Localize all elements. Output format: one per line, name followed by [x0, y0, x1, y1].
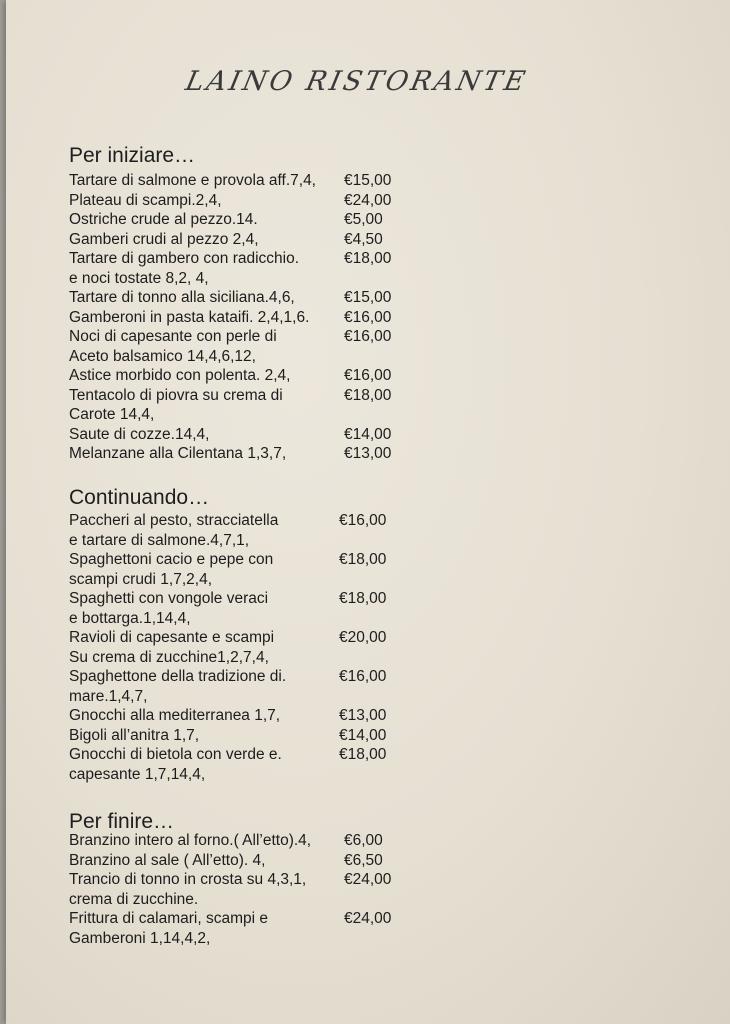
menu-line	[69, 831, 409, 851]
menu-line	[69, 648, 409, 668]
menu-line	[69, 171, 409, 191]
dish-description: Gamberi crudi al pezzo 2,4,	[69, 230, 259, 248]
menu-line	[69, 929, 409, 949]
menu-line	[69, 405, 409, 425]
dish-price: €18,00	[344, 386, 392, 404]
dish-description: Bigoli all’anitra 1,7,	[69, 726, 200, 744]
dish-price: €24,00	[344, 910, 392, 927]
dish-price: €16,00	[339, 668, 387, 685]
dish-description: Gamberoni 1,14,4,2,	[69, 929, 211, 947]
dish-description: Ravioli di capesante e scampi	[69, 629, 275, 646]
menu-line	[69, 589, 409, 609]
dish-price: €6,00	[344, 832, 383, 849]
dish-description: Branzino al sale ( All’etto). 4,	[69, 851, 266, 869]
dish-description: e tartare di salmone.4,7,1,	[69, 531, 250, 549]
dish-description: capesante 1,7,14,4,	[69, 765, 206, 783]
dish-description: Aceto balsamico 14,4,6,12,	[69, 347, 256, 365]
dish-description: Melanzane alla Cilentana 1,3,7,	[69, 445, 287, 462]
menu-line	[69, 347, 409, 367]
dish-price: €24,00	[344, 871, 392, 888]
dish-description: Spaghettoni cacio e pepe con	[69, 551, 274, 568]
menu-line	[69, 386, 409, 406]
menu-line	[69, 628, 409, 648]
dish-price: €20,00	[339, 629, 387, 646]
section-heading: Per iniziare…	[69, 144, 196, 167]
restaurant-title: LAINO RISTORANTE	[182, 66, 531, 97]
dish-description: Tartare di gambero con radicchio.	[69, 250, 300, 267]
dish-description: e noci tostate 8,2, 4,	[69, 269, 209, 287]
dish-description: Gnocchi di bietola con verde e.	[69, 746, 282, 763]
dish-price: €15,00	[344, 289, 392, 306]
menu-line	[69, 366, 409, 386]
section-heading: Per finire…	[69, 810, 175, 833]
menu-line	[69, 191, 409, 211]
menu-line	[69, 308, 409, 328]
menu-line	[69, 870, 409, 890]
dish-description: Branzino intero al forno.( All’etto).4,	[69, 832, 312, 849]
dish-description: Plateau di scampi.2,4,	[69, 191, 222, 209]
dish-price: €6,50	[344, 851, 383, 869]
dish-price: €16,00	[344, 308, 392, 326]
dish-price: €5,00	[344, 211, 383, 228]
menu-line	[69, 570, 409, 590]
dish-price: €4,50	[344, 230, 383, 248]
dish-description: Carote 14,4,	[69, 406, 155, 423]
menu-line	[69, 851, 409, 871]
menu-line	[69, 745, 409, 765]
dish-description: Su crema di zucchine1,2,7,4,	[69, 648, 269, 666]
section-heading: Continuando…	[69, 486, 210, 509]
dish-description: Tartare di salmone e provola aff.7,4,	[69, 172, 316, 189]
dish-price: €18,00	[344, 250, 392, 267]
dish-price: €18,00	[339, 746, 387, 763]
menu-line	[69, 909, 409, 929]
dish-description: Spaghettone della tradizione di.	[69, 668, 287, 685]
menu-line	[69, 531, 409, 551]
menu-line	[69, 249, 409, 269]
menu-line	[69, 230, 409, 250]
menu-line	[69, 687, 409, 707]
dish-description: scampi crudi 1,7,2,4,	[69, 570, 213, 588]
dish-price: €16,00	[344, 328, 392, 345]
menu-line	[69, 706, 409, 726]
dish-price: €18,00	[339, 590, 387, 607]
dish-price: €13,00	[339, 707, 387, 724]
menu-line	[69, 269, 409, 289]
dish-description: Tartare di tonno alla siciliana.4,6,	[69, 289, 295, 306]
dish-description: mare.1,4,7,	[69, 687, 148, 705]
menu-line	[69, 444, 409, 464]
menu-line	[69, 327, 409, 347]
dish-description: Paccheri al pesto, stracciatella	[69, 512, 279, 529]
dish-description: Trancio di tonno in crosta su 4,3,1,	[69, 871, 307, 888]
menu-line	[69, 667, 409, 687]
dish-description: crema di zucchine.	[69, 890, 199, 908]
menu-line	[69, 425, 409, 445]
dish-price: €14,00	[344, 425, 392, 443]
menu-line	[69, 609, 409, 629]
dish-description: Ostriche crude al pezzo.14.	[69, 211, 258, 228]
dish-price: €18,00	[339, 551, 387, 568]
dish-description: Astice morbido con polenta. 2,4,	[69, 367, 291, 384]
menu-line	[69, 890, 409, 910]
dish-description: Saute di cozze.14,4,	[69, 425, 210, 443]
dish-price: €13,00	[344, 445, 392, 462]
menu-line	[69, 726, 409, 746]
menu-line	[69, 288, 409, 308]
menu-line	[69, 511, 409, 531]
menu-line	[69, 210, 409, 230]
menu-line	[69, 550, 409, 570]
dish-description: Gamberoni in pasta kataifi. 2,4,1,6.	[69, 308, 310, 326]
dish-price: €14,00	[339, 726, 387, 744]
dish-description: Gnocchi alla mediterranea 1,7,	[69, 707, 281, 724]
dish-description: e bottarga.1,14,4,	[69, 609, 191, 627]
dish-description: Frittura di calamari, scampi e	[69, 910, 268, 927]
menu-paper	[6, 0, 730, 1024]
dish-price: €16,00	[339, 512, 387, 529]
dish-price: €15,00	[344, 172, 392, 189]
dish-price: €16,00	[344, 367, 392, 384]
dish-description: Spaghetti con vongole veraci	[69, 590, 269, 607]
dish-description: Tentacolo di piovra su crema di	[69, 386, 283, 404]
dish-price: €24,00	[344, 191, 392, 209]
menu-line	[69, 765, 409, 785]
dish-description: Noci di capesante con perle di	[69, 328, 277, 345]
